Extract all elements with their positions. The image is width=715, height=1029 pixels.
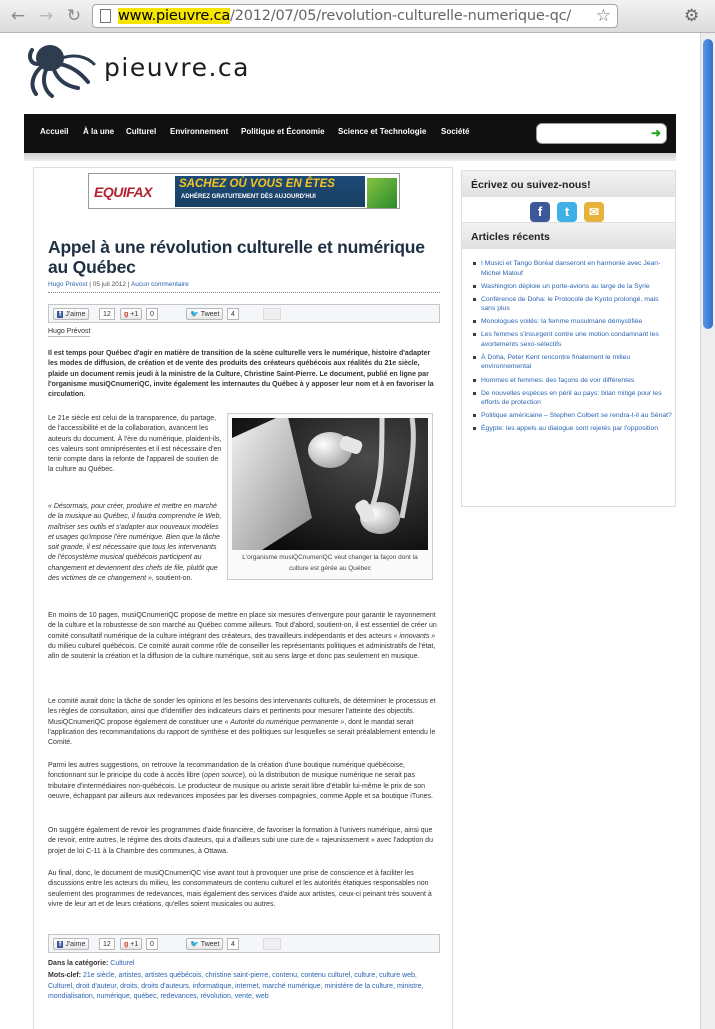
share-placeholder: [263, 938, 281, 950]
nav-item-societe[interactable]: Société: [441, 127, 470, 136]
paragraph-4: [48, 697, 440, 748]
like-count: 12: [99, 938, 115, 950]
ad-headline: SACHEZ OÙ VOUS EN ÊTES: [179, 178, 335, 190]
nav-item-science[interactable]: Science et Technologie: [338, 127, 427, 136]
gplus-icon: g: [124, 311, 129, 318]
article-meta: Hugo Prévost | 05 juil 2012 | Aucun commentaire: [48, 281, 189, 288]
list-item[interactable]: De nouvelles espèces en péril au pays: bilan mitigé pour les efforts de protection: [472, 389, 672, 408]
facebook-like-button-bottom[interactable]: [53, 938, 89, 950]
category-label: Dans la catégorie:: [48, 960, 109, 967]
browser-toolbar: [0, 0, 715, 33]
like-count: 12: [99, 308, 115, 320]
reload-icon[interactable]: ↻: [66, 6, 82, 26]
nav-item-accueil[interactable]: Accueil: [40, 127, 69, 136]
list-item[interactable]: Washington déploie un porte-avions au large de la Syrie: [472, 282, 672, 292]
list-item[interactable]: Les femmes s'insurgent contre une motion condamnant les avortements sexo-sélectifs: [472, 330, 672, 349]
tags-label: Mots-clef:: [48, 972, 82, 979]
list-item[interactable]: Politique américaine – Stephen Colbert se rendra-t-il au Sénat?: [472, 411, 672, 421]
figure-caption: L'organisme musiQCnumeriQC veut changer la façon dont la culture est gérée au Québec: [242, 554, 418, 572]
gplus-count: 0: [146, 308, 158, 320]
tweet-button-bottom[interactable]: [186, 938, 223, 950]
list-item[interactable]: Égypte: les appels au dialogue sont rejetés par l'opposition: [472, 424, 672, 434]
ad-graphic: [367, 178, 397, 208]
nav-item-environnement[interactable]: Environnement: [170, 127, 229, 136]
site-logo-text[interactable]: pieuvre.ca: [104, 53, 250, 82]
twitter-bird-icon: 🐦: [190, 311, 199, 318]
tweet-count: 4: [227, 938, 239, 950]
paragraph-4-start: Le comité aurait donc la tâche de sonder les opinions et les besoins des intervenants culturels, de déterminer le processus et les règles de consultation, ainsi que d'identifier des indicateurs clairs et pertinents pour mesurer l'atteinte des objectifs. MusiQCnumeriQC propose également de constituer une: [48, 698, 436, 726]
follow-title: Écrivez ou suivez-nous!: [462, 171, 675, 197]
ad-banner[interactable]: [88, 173, 400, 209]
like-label: J'aime: [65, 941, 86, 948]
ad-subline: ADHÉREZ GRATUITEMENT DÈS AUJOURD'HUI: [181, 194, 316, 200]
paragraph-2: [48, 502, 224, 584]
recent-list: [472, 259, 672, 437]
earbuds-photo: [232, 418, 428, 550]
facebook-like-button[interactable]: [53, 308, 89, 320]
gplus-icon: g: [124, 941, 129, 948]
category-line: [48, 960, 134, 967]
gplus-button-bottom[interactable]: [120, 938, 142, 950]
ad-brand: EQUIFAX: [94, 184, 152, 200]
list-item[interactable]: À Doha, Peter Kent rencontre finalement le milieu environnemental: [472, 353, 672, 372]
paragraph-4-end: , dont le mandat serait l'application des recommandations du rapport de synthèse et des politiques sur lesquelles se serait préalablement entendu le Comité.: [48, 718, 436, 747]
main-navigation: [24, 114, 676, 153]
back-arrow-icon[interactable]: ←: [10, 6, 26, 26]
url-text: [118, 8, 571, 24]
paragraph-7: Au final, donc, le document de musiQCnumeriQC vise avant tout à provoquer une prise de conscience et à faciliter les discussions entre les acteurs du milieu, les consommateurs de contenu culturel et les autorités étatiques responsables non seulement des programmes de redevances, mais également des services d'aide aux artistes, ceux-ci peinant très souvent à vivre de leur art et de leurs créations, qu'elles soient musicales ou autres.: [48, 870, 432, 908]
tags-line: [48, 971, 442, 1003]
twitter-icon[interactable]: t: [557, 202, 577, 222]
paragraph-2-tail: , soutient-on.: [151, 575, 193, 583]
list-item[interactable]: Conférence de Doha: le Protocole de Kyoto prolongé, mais sans plus: [472, 295, 672, 314]
scrollbar-thumb[interactable]: [703, 39, 713, 329]
tags-links[interactable]: 21e siècle, artistes, artistes québécois, christine saint-pierre, contenu, contenu culturel, culture, culture web, Culturel, droit d'auteur, droits, droits d'auteurs, informatique, internet, marché numérique, ministère de la culture, ministre, mondialisation, numérique, québec, redevances, révolution, vente, web: [48, 972, 424, 1000]
paragraph-5-start: Parmi les autres suggestions, on retrouve la recommandation de la création d'une boutique numérique québécoise, fonctionnant sur le principe du code à accès libre (: [48, 762, 405, 780]
list-item[interactable]: Hommes et femmes: des façons de voir différentes: [472, 376, 672, 386]
paragraph-5-end: ), où la distribution de musique numérique ne serait pas tributaire d'intermédiaires non-québécois. Le producteur de musique ou artiste serait libre d'établir lui-même le prix de son oeuvre, échappant par ailleurs aux redevances imposées par les diverses compagnies, comme Apple et sa boutique iTunes.: [48, 772, 433, 800]
paragraph-3-start: En moins de 10 pages, musiQCnumeriQC propose de mettre en place six mesures d'envergure pour garantir le rayonnement de la culture et la robustesse de son marché au Québec comme ailleurs. Tout d'abord, soutient-on, il est essentiel de créer un comité consultatif numérique de la culture intégrant des créateurs, des travailleurs indépendants et des acteurs: [48, 612, 437, 640]
facebook-icon: f: [59, 311, 62, 318]
paragraph-3: [48, 611, 440, 662]
octopus-icon[interactable]: [28, 38, 98, 100]
email-icon[interactable]: ✉: [584, 202, 604, 222]
facebook-icon: f: [59, 941, 62, 948]
wrench-icon[interactable]: ⚙: [684, 6, 700, 25]
nav-item-a-la-une[interactable]: À la une: [83, 127, 115, 136]
share-bar: [48, 304, 440, 323]
go-arrow-icon[interactable]: ➜: [650, 126, 661, 140]
paragraph-5-emphasis: open source: [204, 772, 243, 780]
nav-item-politique[interactable]: Politique et Économie: [241, 127, 325, 136]
paragraph-4-emphasis: « Autorité du numérique permanente »: [224, 718, 345, 726]
article-container: [33, 167, 453, 1029]
tweet-label: Tweet: [200, 941, 220, 948]
list-item[interactable]: Monologues voilés: la femme musulmane démystifiée: [472, 317, 672, 327]
search-input[interactable]: [536, 123, 667, 144]
comments-link[interactable]: Aucun commentaire: [130, 281, 189, 288]
paragraph-5: [48, 761, 440, 802]
recent-articles-widget: [461, 222, 676, 507]
nav-shadow: [24, 153, 676, 161]
gplus-label: +1: [130, 311, 139, 318]
article-title: Appel à une révolution culturelle et numérique au Québec: [48, 237, 425, 277]
tweet-count: 4: [227, 308, 239, 320]
author-line: Hugo Prévost: [48, 328, 91, 335]
gplus-count: 0: [146, 938, 158, 950]
nav-item-culturel[interactable]: Culturel: [126, 127, 157, 136]
share-placeholder: [263, 308, 281, 320]
address-bar[interactable]: [92, 4, 618, 28]
author-link[interactable]: Hugo Prévost: [48, 281, 88, 288]
tweet-button[interactable]: [186, 308, 223, 320]
article-figure: [227, 413, 433, 580]
paragraph-3-emphasis: « innovants »: [393, 632, 436, 640]
paragraph-6: On suggère également de revoir les programmes d'aide financière, de favoriser la formation à l'univers numérique, ainsi que de revoir, entre autres, le régime des droits d'auteurs, qui a d'ailleurs subi une cure de « rajeunissement » avec l'adoption du projet de loi C-11 à la Chambre des communes, à Ottawa.: [48, 827, 433, 855]
twitter-bird-icon: 🐦: [190, 941, 199, 948]
list-item[interactable]: I Musici et Tango Boréal danseront en harmonie avec Jean-Michel Malouf: [472, 259, 672, 278]
page-icon: [100, 9, 111, 23]
share-bar-bottom: [48, 934, 440, 953]
tweet-label: Tweet: [200, 311, 220, 318]
ad-message: [175, 176, 365, 207]
article-intro: Il est temps pour Québec d'agir en matière de transition de la scène culturelle vers le numérique, histoire d'adapter les modes de diffusion, de création et de vente des produits des créateurs québécois aux réalités du 21e siècle, plaide un document remis jeudi à la ministre de la Culture, Christine Saint-Pierre. Le document, publié en ligne par l'organisme musiQCnumeriQC, invite également les internautes du Québec à y apposer leur nom et à en favoriser la circulation.: [48, 350, 434, 399]
star-icon[interactable]: ☆: [595, 6, 611, 25]
article-date: 05 juil 2012: [92, 281, 126, 288]
gplus-button[interactable]: [120, 308, 142, 320]
paragraph-1: Le 21e siècle est celui de la transparence, du partage, de l'accessibilité et de la collaboration, avancent les auteurs du document. À l'ère du numérique, plaident-ils, ces valeurs sont omniprésentes et il est nécessaire d'en tenir compte dans la refonte de l'appareil de soutien de la culture au Québec.: [48, 415, 222, 474]
paragraph-3-end: du milieu culturel québécois. Ce comité aurait comme rôle de conseiller les représentants politiques et administratifs de l'état, afin de soutenir la création et la diffusion de la culture numérique, soit au sens large et donc pas seulement en musique.: [48, 642, 436, 661]
url-path: /2012/07/05/revolution-culturelle-numerique-qc/: [230, 8, 572, 24]
like-label: J'aime: [65, 311, 86, 318]
follow-widget: [461, 170, 676, 223]
divider: [48, 292, 440, 293]
forward-arrow-icon[interactable]: →: [38, 6, 54, 26]
url-host: www.pieuvre.ca: [118, 8, 231, 24]
recent-title: Articles récents: [462, 223, 675, 249]
paragraph-2-quote: « Désormais, pour créer, produire et mettre en marché de la musique au Québec, il faudra comprendre le Web, maîtriser ses outils et s'adapter aux nouveaux modèles et usages qu'impose l'ère numérique. Bien que la tâche soit grande, il est nécessaire que tous les intervenants de l'écosystème musical québécois participent au changement et deviennent des chefs de file, plutôt que des victimes de ce changement »: [48, 503, 222, 583]
page-scrollbar[interactable]: [700, 33, 715, 1029]
facebook-icon[interactable]: f: [530, 202, 550, 222]
category-link[interactable]: Culturel: [110, 960, 135, 967]
gplus-label: +1: [130, 941, 139, 948]
